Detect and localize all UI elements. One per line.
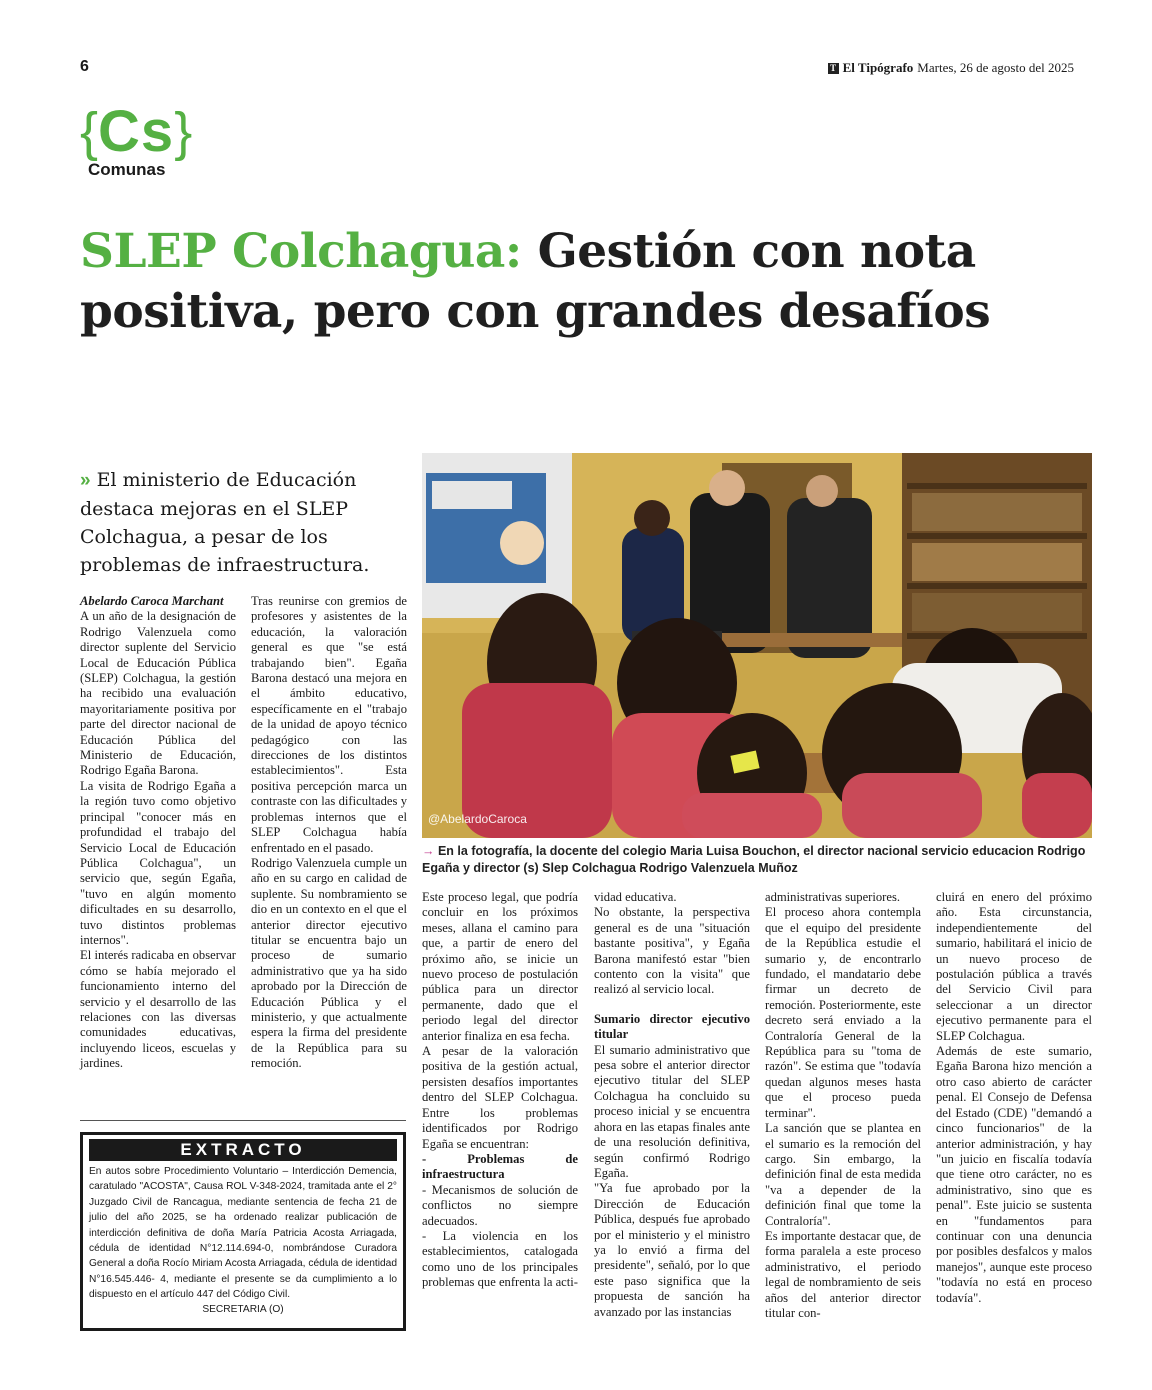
paragraph: Rodrigo Valenzuela cumple un año en su cargo en calidad de suplente. Su nombramiento se dio en un contexto en el que el anterior director ejecutivo titular se encuentra bajo un proceso de sumario administrativo que ya ha sido aprobado por la Dirección de Educación Pública y el ministerio, y que actualmente espera la firma del presidente de la República para su remoción. [251, 855, 407, 1071]
article-column-1 [80, 594, 236, 1072]
photo-credit: @AbelardoCaroca [428, 812, 527, 826]
page-number: 6 [80, 58, 89, 75]
extracto-title: EXTRACTO [89, 1139, 397, 1161]
lead-marker: » [80, 470, 91, 491]
section-brace-close: } [174, 102, 193, 162]
article-byline: Abelardo Caroca Marchant [80, 594, 224, 608]
paragraph: A un año de la designación de Rodrigo Valenzuela como director suplente del Servicio Local de Educación Pública (SLEP) Colchagua, la gestión ha recibido una evaluación mayoritariamente positiva por parte del director nacional de Educación Pública del Ministerio de Educación, Rodrigo Egaña Barona. [80, 609, 236, 778]
section-label [80, 100, 200, 180]
paragraph: La visita de Rodrigo Egaña a la región tuvo como objetivo principal "conocer más en profundidad el trabajo del Servicio Local de Educación Pública Colchagua", un servicio que, según Egaña, "tuvo en algún momento dificultades en su desarrollo, tuvo distintos problemas internos". [80, 778, 236, 947]
masthead [828, 60, 1074, 76]
legal-notice-extracto [80, 1132, 406, 1331]
article-headline [80, 222, 1080, 342]
article-column-2 [251, 594, 407, 1072]
paragraph: "Ya fue aprobado por la Dirección de Educación Pública, después fue aprobado por el ministerio y el ministro ya lo envió a firma del presidente", señaló, por lo que este paso significa que la propuesta de sanción ha avanzado por las instancias [594, 1181, 750, 1319]
article-lead [80, 466, 400, 579]
article-column-6 [936, 890, 1092, 1306]
photo-caption [422, 843, 1092, 877]
paragraph: Este proceso legal, que podría concluir en los próximos meses, allana el camino para que, a partir de enero del próximo año, se inicie un nuevo proceso de postulación pública para un director permanente, dado que el periodo legal del director anterior finaliza en esa fecha. [422, 890, 578, 1043]
headline-rest: Gestión con nota positiva, pero con grandes desafíos [80, 224, 991, 339]
section-brace-open: { [80, 102, 99, 162]
paragraph: El interés radicaba en observar cómo se había mejorado el funcionamiento interno del servicio y el desarrollo de las relaciones con las diversas comunidades educativas, incluyendo liceos, escuelas y jardines. [80, 948, 236, 1071]
paragraph: No obstante, la perspectiva general es de una "situación bastante positiva", y Egaña Barona manifestó estar "bien contento con la visita" que realizó al servicio local. [594, 905, 750, 997]
article-photo [422, 453, 1092, 838]
paragraph: vidad educativa. [594, 890, 677, 904]
classroom-photo-image [422, 453, 1092, 838]
masthead-brand: El Tipógrafo [842, 60, 914, 75]
list-item: - La violencia en los establecimientos, catalogada como uno de los principales problemas que enfrenta la acti- [422, 1228, 578, 1290]
paragraph: Tras reunirse con gremios de profesores y asistentes de la educación, la valoración general es que "se está trabajando bien". Egaña Barona destacó una mejora en el ámbito educativo, específicamente en el "trabajo de la unidad de apoyo técnico pedagógico con las direcciones de los distintos establecimientos". Esta positiva percepción marca un contraste con las dificultades y problemas internos que el SLEP Colchagua había enfrentado en el pasado. [251, 594, 407, 855]
paragraph: El sumario administrativo que pesa sobre el anterior director ejecutivo titular del SLEP Colchagua ha concluido su proceso inicial y se encuentra ahora en las etapas finales ante de una resolución definitiva, según confirmó Rodrigo Egaña. [594, 1042, 750, 1180]
section-subheading: Sumario director ejecutivo titular [594, 1011, 750, 1042]
extracto-signature: SECRETARIA (O) [202, 1303, 284, 1315]
newspaper-logo-icon: T [828, 63, 839, 74]
masthead-date: Martes, 26 de agosto del 2025 [917, 60, 1074, 75]
list-subheading: - Problemas de infraestructura [422, 1151, 578, 1182]
section-code: Cs [98, 99, 175, 164]
paragraph: A pesar de la valoración positiva de la gestión actual, persisten desafíos importantes dentro del SLEP Colchagua. Entre los problemas identificados por Rodrigo Egaña se encuentran: [422, 1044, 578, 1151]
article-column-5 [765, 890, 921, 1321]
paragraph: Es importante destacar que, de forma paralela a este proceso administrativo, el periodo legal de nombramiento de seis años del anterior director titular con- [765, 1228, 921, 1320]
divider [80, 1120, 406, 1121]
paragraph: cluirá en enero del próximo año. Esta circunstancia, independientemente del sumario, habilitará el inicio de un nuevo proceso de postulación pública a través del Servicio Civil para seleccionar a un director ejecutivo permanente para el SLEP Colchagua. [936, 890, 1092, 1043]
section-name: Comunas [88, 160, 166, 179]
caption-arrow-icon: → [422, 844, 435, 858]
paragraph: La sanción que se plantea en el sumario es la remoción del cargo. Sin embargo, la definición final de esta medida "va a depender de la definición final que tome la Contraloría". [765, 1121, 921, 1228]
article-column-3 [422, 890, 578, 1291]
section-tag [80, 100, 200, 164]
article-column-4 [594, 890, 750, 1320]
headline-accent: SLEP Colchagua: [80, 224, 522, 279]
list-item: - Mecanismos de solución de conflictos no siempre adecuados. [422, 1182, 578, 1228]
caption-text: En la fotografía, la docente del colegio Maria Luisa Bouchon, el director nacional servicio educacion Rodrigo Egaña y director (s) Slep Colchagua Rodrigo Valenzuela Muñoz [422, 844, 1086, 875]
paragraph: Además de este sumario, Egaña Barona hizo mención a otro caso abierto de carácter penal. El Consejo de Defensa del Estado (CDE) "demandó a cinco funcionarios" de la anterior administración, y hay "un juicio en fiscalía todavía que tiene otro carácter, no es administrativo, sino que es penal". Este juicio se sustenta en "fundamentos para continuar con una denuncia por posibles desfalcos y malos manejos", aunque este proceso "todavía no está en proceso todavía". [936, 1044, 1092, 1305]
extracto-body: En autos sobre Procedimiento Voluntario – Interdicción Demencia, caratulado "ACOSTA", Causa ROL V-348-2024, tramitada ante el 2° Juzgado Civil de Rancagua, mediante sentencia de fecha 21 de julio del año 2025, se ha ordenado realizar publicación de interdicción definitiva de doña María Patricia Acosta Arriagada, cédula de identidad N°12.114.694-0, nombrándose Curadora General a doña Rocío Miriam Acosta Arriagada, cédula de identidad N°16.545.446- 4, mediante el presente se da cumplimiento a lo dispuesto en el artículo 447 del Código Civil. [89, 1166, 397, 1301]
lead-text: El ministerio de Educación destaca mejoras en el SLEP Colchagua, a pesar de los problemas de infraestructura. [80, 469, 370, 576]
paragraph: El proceso ahora contempla que el equipo del presidente de la República estudie el sumario y, de encontrarlo fundado, el mandatario debe firmar un decreto de remoción. Posteriormente, este decreto será enviado a la Contraloría General de la República para su "toma de razón". Se estima que "todavía quedan algunos meses hasta que el proceso pueda terminar". [765, 905, 921, 1120]
paragraph: administrativas superiores. [765, 890, 901, 904]
